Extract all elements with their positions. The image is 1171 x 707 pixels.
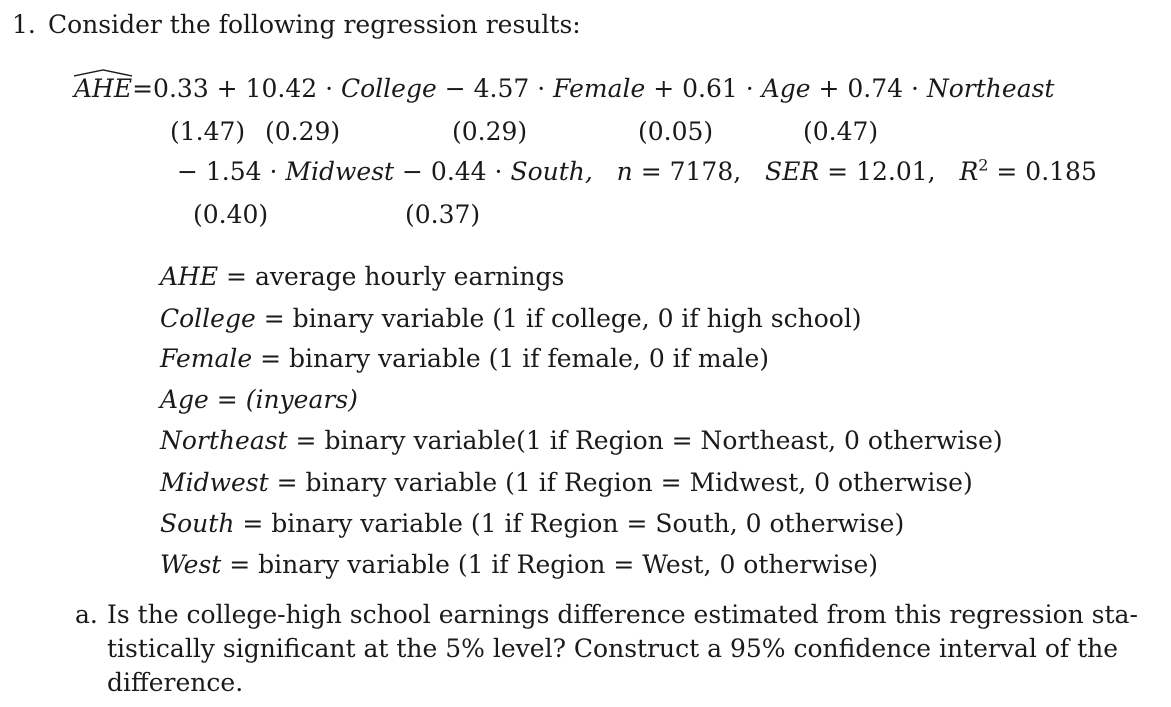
- definition-midwest: Midwest = binary variable (1 if Region = Midwest, 0 otherwise): [160, 468, 973, 497]
- var-south: South,: [510, 157, 593, 186]
- question-intro: Consider the following regression results:: [48, 10, 581, 39]
- ahe-hat-term: [74, 74, 132, 104]
- equation-row-2: [177, 157, 1097, 187]
- definition-west: West = binary variable (1 if Region = West, 0 otherwise): [160, 550, 879, 579]
- female-coef: − 4.57 ·: [436, 74, 554, 103]
- south-coef: − 0.44 ·: [394, 157, 511, 186]
- var-female: Female: [553, 74, 646, 103]
- se-south: (0.37): [405, 200, 481, 229]
- intercept-term: =0.33 + 10.42 ·: [132, 74, 341, 103]
- hat-accent: [74, 69, 132, 77]
- r2-superscript: 2: [978, 155, 989, 175]
- part-a-line-1: Is the college-high school earnings difference estimated from this regression sta-: [107, 600, 1138, 629]
- se-college: (0.29): [265, 117, 341, 146]
- definition-northeast: Northeast = binary variable(1 if Region = Northeast, 0 otherwise): [160, 426, 1003, 455]
- var-northeast: Northeast: [926, 74, 1055, 103]
- r2-label: R: [959, 157, 979, 186]
- definition-female: Female = binary variable (1 if female, 0 if male): [160, 344, 770, 373]
- se-female: (0.29): [452, 117, 528, 146]
- age-coef: + 0.61 ·: [645, 74, 762, 103]
- definition-south: South = binary variable (1 if Region = South, 0 otherwise): [160, 509, 905, 538]
- ser-label: SER: [765, 157, 820, 186]
- lhs-ahe: AHE: [74, 74, 133, 103]
- definition-age: Age = (inyears): [160, 385, 358, 414]
- definition-college: College = binary variable (1 if college, 0 if high school): [160, 304, 862, 333]
- definition-ahe: AHE = average hourly earnings: [160, 262, 565, 291]
- se-midwest: (0.40): [193, 200, 269, 229]
- var-college: College: [340, 74, 437, 103]
- se-intercept: (1.47): [170, 117, 246, 146]
- r2-value: = 0.185: [988, 157, 1097, 186]
- part-a-line-2: tistically significant at the 5% level? Construct a 95% confidence interval of the: [107, 634, 1119, 663]
- n-label: n: [616, 157, 633, 186]
- equation-row-1: [74, 74, 1054, 104]
- var-age: Age: [761, 74, 811, 103]
- var-midwest: Midwest: [285, 157, 395, 186]
- n-value: = 7178,: [632, 157, 742, 186]
- ser-value: = 12.01,: [819, 157, 936, 186]
- part-a-label: a.: [75, 600, 98, 629]
- se-northeast: (0.47): [803, 117, 879, 146]
- question-number: 1.: [12, 10, 36, 39]
- northeast-coef: + 0.74 ·: [810, 74, 927, 103]
- part-a-line-3: difference.: [107, 668, 244, 697]
- se-age: (0.05): [638, 117, 714, 146]
- midwest-coef: − 1.54 ·: [177, 157, 286, 186]
